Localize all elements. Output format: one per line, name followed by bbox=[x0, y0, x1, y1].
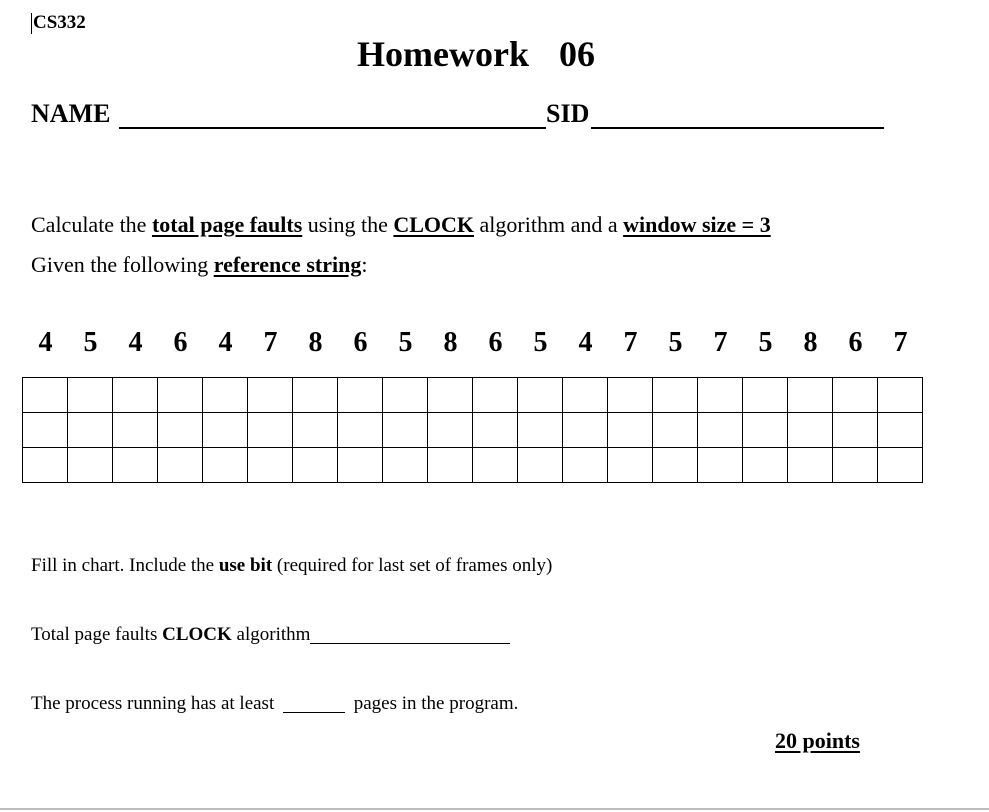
frame-cell[interactable] bbox=[698, 378, 743, 413]
frame-cell[interactable] bbox=[878, 413, 923, 448]
term-clock-bold: CLOCK bbox=[162, 624, 232, 645]
frame-cell[interactable] bbox=[68, 378, 113, 413]
frame-cell[interactable] bbox=[158, 413, 203, 448]
frame-cell[interactable] bbox=[743, 448, 788, 483]
frame-cell[interactable] bbox=[428, 413, 473, 448]
frame-cell[interactable] bbox=[68, 413, 113, 448]
frame-cell[interactable] bbox=[23, 413, 68, 448]
note-text: (required for last set of frames only) bbox=[272, 555, 553, 576]
reference-number: 4 bbox=[38, 327, 53, 358]
name-label: NAME bbox=[31, 99, 111, 128]
frame-cell[interactable] bbox=[203, 378, 248, 413]
instruction-line-2 bbox=[31, 252, 367, 278]
frame-cell[interactable] bbox=[473, 413, 518, 448]
frame-cell[interactable] bbox=[203, 413, 248, 448]
instruction-text: : bbox=[361, 252, 368, 277]
total-faults-answer-field[interactable] bbox=[310, 624, 510, 644]
note-text: algorithm bbox=[231, 624, 311, 645]
frame-cell[interactable] bbox=[833, 413, 878, 448]
note-text: pages in the program. bbox=[348, 693, 519, 714]
frame-cell[interactable] bbox=[653, 413, 698, 448]
reference-number: 5 bbox=[533, 327, 548, 358]
frame-cell[interactable] bbox=[248, 448, 293, 483]
frame-cell[interactable] bbox=[428, 448, 473, 483]
frame-cell[interactable] bbox=[698, 413, 743, 448]
frame-cell[interactable] bbox=[293, 378, 338, 413]
frame-cell[interactable] bbox=[428, 378, 473, 413]
frame-row bbox=[23, 448, 923, 483]
title-word: Homework bbox=[357, 34, 529, 74]
frame-cell[interactable] bbox=[383, 413, 428, 448]
page-title bbox=[357, 33, 595, 75]
frame-row bbox=[23, 413, 923, 448]
frame-cell[interactable] bbox=[608, 378, 653, 413]
frame-cell[interactable] bbox=[563, 378, 608, 413]
frame-cell[interactable] bbox=[788, 448, 833, 483]
reference-number: 6 bbox=[488, 327, 503, 358]
reference-number: 7 bbox=[713, 327, 728, 358]
frame-cell[interactable] bbox=[743, 413, 788, 448]
frame-cell[interactable] bbox=[563, 448, 608, 483]
frame-cell[interactable] bbox=[338, 413, 383, 448]
page-bottom-divider bbox=[0, 808, 989, 810]
name-field[interactable] bbox=[119, 127, 546, 129]
frame-cell[interactable] bbox=[473, 448, 518, 483]
frame-cell[interactable] bbox=[608, 448, 653, 483]
frame-cell[interactable] bbox=[203, 448, 248, 483]
frame-cell[interactable] bbox=[563, 413, 608, 448]
frame-cell[interactable] bbox=[293, 448, 338, 483]
frame-cell[interactable] bbox=[518, 413, 563, 448]
reference-number: 4 bbox=[218, 327, 233, 358]
reference-number: 6 bbox=[353, 327, 368, 358]
pages-question bbox=[31, 693, 518, 715]
frame-cell[interactable] bbox=[383, 378, 428, 413]
frame-cell[interactable] bbox=[293, 413, 338, 448]
frame-cell[interactable] bbox=[833, 448, 878, 483]
frame-cell[interactable] bbox=[608, 413, 653, 448]
frame-cell[interactable] bbox=[338, 378, 383, 413]
note-text: Total page faults bbox=[31, 624, 163, 645]
frame-cell[interactable] bbox=[743, 378, 788, 413]
frame-cell[interactable] bbox=[473, 378, 518, 413]
reference-number: 6 bbox=[848, 327, 863, 358]
total-faults-question bbox=[31, 624, 510, 646]
reference-number: 5 bbox=[758, 327, 773, 358]
term-use-bit: use bit bbox=[218, 555, 273, 576]
text-cursor bbox=[31, 13, 32, 34]
instruction-line-1 bbox=[31, 212, 771, 238]
frame-cell[interactable] bbox=[653, 448, 698, 483]
frame-cell[interactable] bbox=[113, 413, 158, 448]
term-clock: CLOCK bbox=[393, 212, 475, 237]
reference-number: 6 bbox=[173, 327, 188, 358]
frame-chart bbox=[22, 377, 923, 483]
frame-cell[interactable] bbox=[23, 378, 68, 413]
reference-number: 8 bbox=[443, 327, 458, 358]
frame-cell[interactable] bbox=[68, 448, 113, 483]
instruction-text: Calculate the bbox=[31, 212, 152, 237]
reference-number: 4 bbox=[578, 327, 593, 358]
reference-number: 5 bbox=[668, 327, 683, 358]
instruction-text: Given the following bbox=[31, 252, 214, 277]
frame-cell[interactable] bbox=[248, 378, 293, 413]
reference-number: 7 bbox=[263, 327, 278, 358]
frame-cell[interactable] bbox=[338, 448, 383, 483]
reference-number: 7 bbox=[623, 327, 638, 358]
reference-number: 5 bbox=[83, 327, 98, 358]
reference-number: 8 bbox=[308, 327, 323, 358]
frame-cell[interactable] bbox=[653, 378, 698, 413]
points-label: 20 points bbox=[775, 728, 860, 753]
instruction-text: algorithm and a bbox=[474, 212, 624, 237]
pages-answer-field[interactable] bbox=[283, 693, 345, 713]
frame-cell[interactable] bbox=[833, 378, 878, 413]
frame-cell[interactable] bbox=[878, 448, 923, 483]
frame-cell[interactable] bbox=[878, 378, 923, 413]
note-text: The process running has at least bbox=[31, 693, 279, 714]
frame-cell[interactable] bbox=[788, 413, 833, 448]
frame-row bbox=[23, 378, 923, 413]
note-text: Fill in chart. Include the bbox=[31, 555, 219, 576]
frame-cell[interactable] bbox=[113, 448, 158, 483]
frame-cell[interactable] bbox=[518, 378, 563, 413]
reference-number: 4 bbox=[128, 327, 143, 358]
frame-cell[interactable] bbox=[113, 378, 158, 413]
fill-instruction bbox=[31, 555, 552, 577]
term-window-size: window size = 3 bbox=[623, 212, 771, 237]
frame-cell[interactable] bbox=[158, 378, 203, 413]
frame-cell[interactable] bbox=[518, 448, 563, 483]
frame-cell[interactable] bbox=[158, 448, 203, 483]
reference-number: 7 bbox=[893, 327, 908, 358]
sid-label: SID bbox=[546, 99, 590, 128]
title-number: 06 bbox=[558, 34, 595, 74]
term-reference-string: reference string bbox=[213, 252, 362, 277]
frame-cell[interactable] bbox=[383, 448, 428, 483]
frame-cell[interactable] bbox=[248, 413, 293, 448]
reference-number: 5 bbox=[398, 327, 413, 358]
reference-number: 8 bbox=[803, 327, 818, 358]
instruction-text: using the bbox=[302, 212, 394, 237]
term-total-page-faults: total page faults bbox=[151, 212, 303, 237]
sid-field[interactable] bbox=[591, 127, 884, 129]
reference-string-row bbox=[23, 327, 923, 359]
frame-cell[interactable] bbox=[23, 448, 68, 483]
frame-cell[interactable] bbox=[698, 448, 743, 483]
course-code: CS332 bbox=[33, 12, 86, 33]
frame-cell[interactable] bbox=[788, 378, 833, 413]
